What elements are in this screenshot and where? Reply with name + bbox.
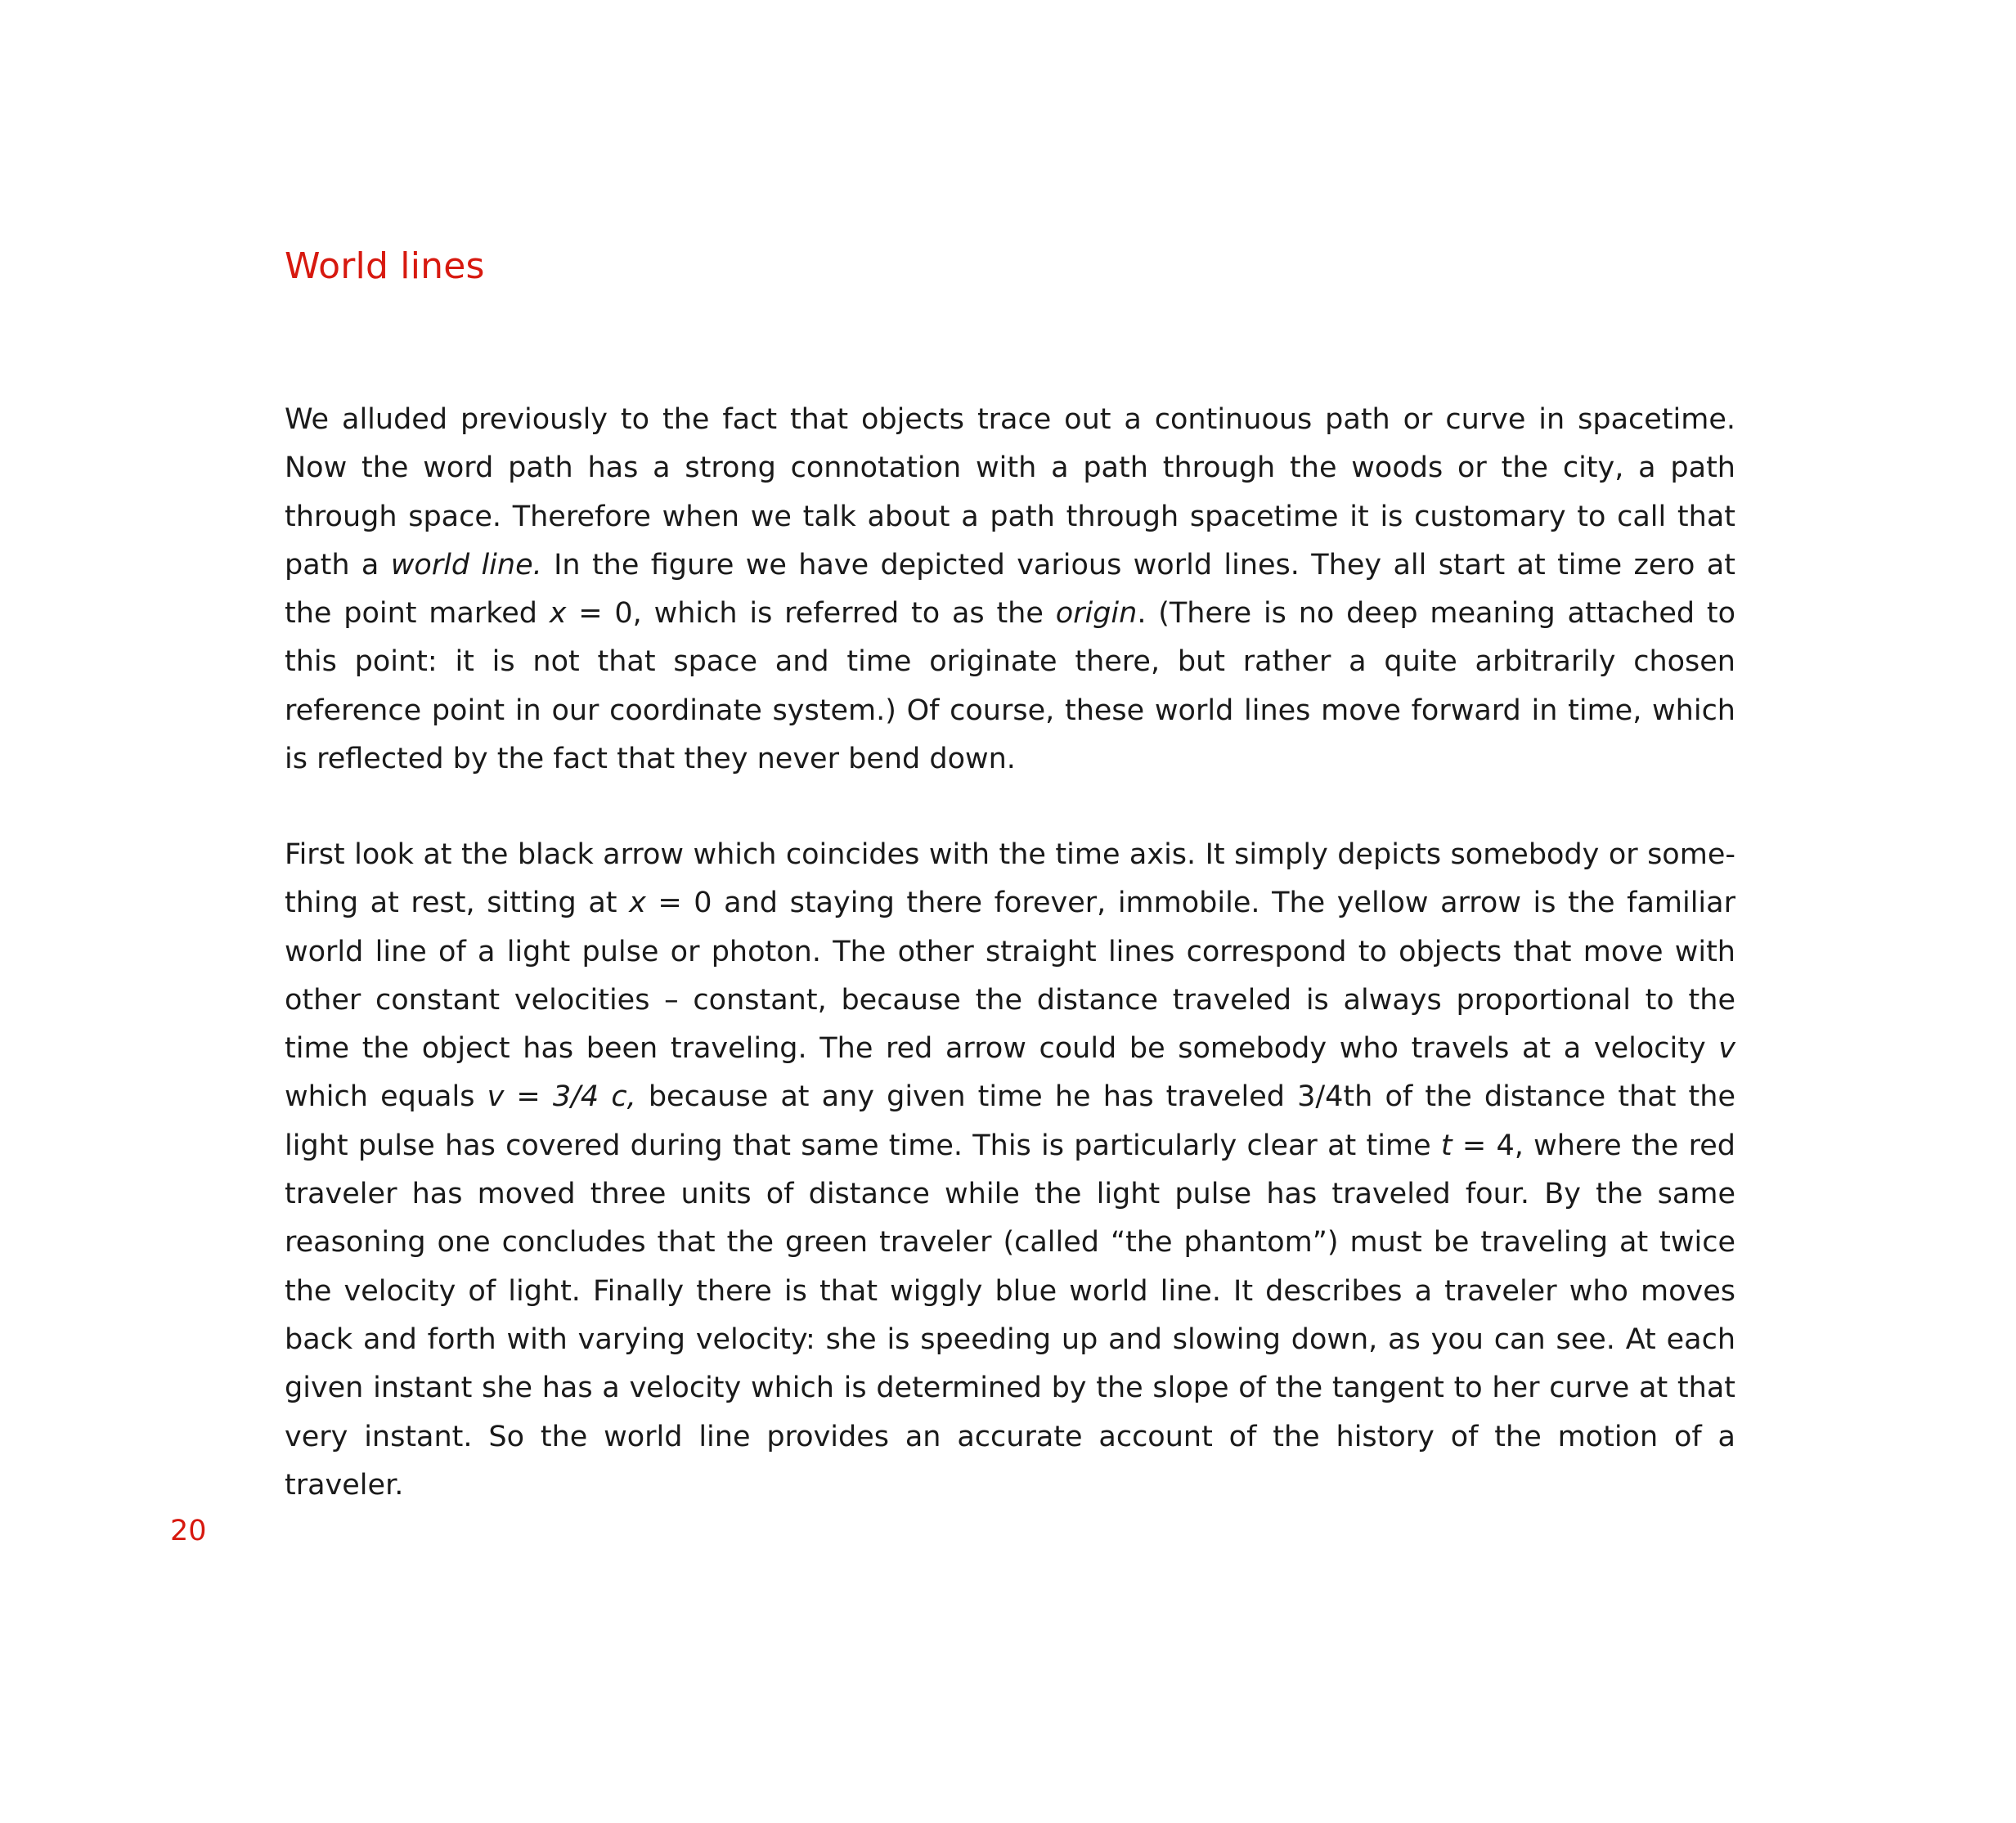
text-run: = 0 and staying there forever, immobile. The yellow arrow is the familiar world line of a light pulse or photon. The other straight lines correspond to objects that move with other constant velocities – constant, because the distance traveled is always proportional to the time the object has been traveling. The red arrow could be somebody who travels at a velocity <box>285 887 1735 1066</box>
text-run: which equals <box>285 1080 487 1114</box>
text-run: . (There is no deep meaning attached to this point: it is not that space and time originate there, but rather a quite arbitrarily chosen reference point in our coordinate system.) Of course, these world lines move forward in time, which is reflected by the fact that they never bend down. <box>285 597 1736 776</box>
page-number: 20 <box>170 1515 207 1547</box>
italic-term-origin: origin <box>1055 597 1138 631</box>
text-run: We alluded previously to the fact that objects trace out a continuous path or curve in spacetime. Now the word path has a strong connotation with a path through the woods or the city, a path through space. Therefore when we talk about a path through spacetime it is customary to call that path a <box>285 403 1735 581</box>
italic-variable-t: t <box>1440 1129 1453 1162</box>
paragraph-world-lines-figure <box>285 831 1735 1510</box>
italic-variable-x: x <box>629 887 646 920</box>
text-run: because at any given time he has traveled 3/4th of the distance that the light pulse has covered during that same time. This is particularly clear at time <box>285 1080 1735 1162</box>
italic-equation-velocity: v = 3/4 c, <box>487 1080 636 1114</box>
page-title: World lines <box>285 245 485 287</box>
paragraph-world-lines-intro <box>285 396 1735 784</box>
italic-term-world-line: world line. <box>390 548 542 581</box>
text-run: In the figure we have depicted various world lines. They all start at time zero at the point marked <box>285 548 1735 631</box>
text-run: = 4, where the red traveler has moved three units of distance while the light pulse has traveled four. By the same reasoning one concludes that the green traveler (called “the phantom”) must be traveling at twice the velocity of light. Finally there is that wiggly blue world line. It describes a traveler who moves back and forth with varying velocity: she is speeding up and slowing down, as you can see. At each given instant she has a velocity which is determined by the slope of the tangent to her curve at that very instant. So the world line provides an accurate account of the history of the motion of a traveler. <box>285 1129 1735 1502</box>
text-run: First look at the black arrow which coincides with the time axis. It simply depicts somebody or something at rest, sitting at <box>285 838 1735 920</box>
italic-variable-x: x <box>549 597 567 631</box>
italic-variable-v: v <box>1718 1032 1735 1066</box>
text-run: = 0, which is referred to as the <box>566 597 1056 631</box>
